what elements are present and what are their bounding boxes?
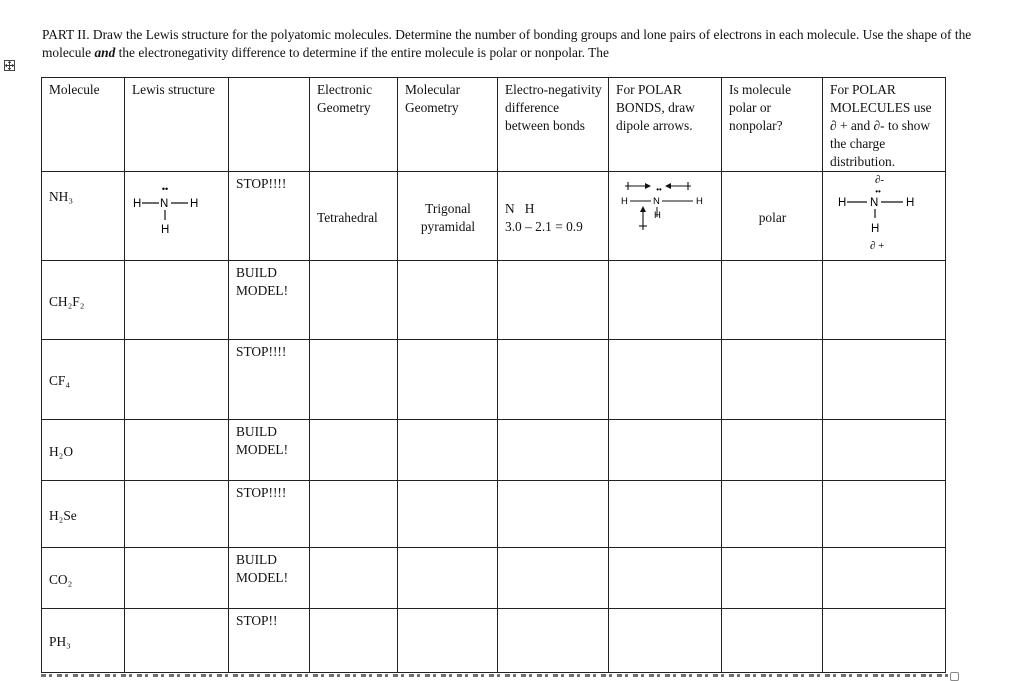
electronic-geometry-cell[interactable]: [310, 261, 398, 340]
header-molecular-geometry: Molecular Geometry: [398, 78, 498, 172]
table-row: [42, 481, 946, 548]
polarity-cell[interactable]: [722, 340, 823, 420]
lewis-cell[interactable]: [125, 340, 229, 420]
charge-distribution-cell[interactable]: [823, 172, 946, 261]
en-calculation: 3.0 – 2.1 = 0.9: [505, 218, 583, 234]
table-row: [42, 548, 946, 609]
atom-h-right: H: [190, 198, 199, 210]
header-row: [42, 78, 946, 172]
dipole-arrows-cell[interactable]: [609, 481, 722, 548]
molecular-geometry-cell[interactable]: [398, 340, 498, 420]
charge-distribution-cell[interactable]: [823, 340, 946, 420]
note-cell: BUILD MODEL!: [229, 261, 310, 340]
charge-distribution-cell[interactable]: [823, 261, 946, 340]
note-cell: STOP!!!!: [229, 340, 310, 420]
table-row: [42, 609, 946, 673]
electronic-geometry-cell[interactable]: [310, 548, 398, 609]
molecule-cell: CO₂: [42, 548, 125, 609]
part-label: PART II.: [42, 27, 90, 42]
molecule-cell: H₂O: [42, 420, 125, 481]
note-cell: STOP!!!!: [229, 481, 310, 548]
svg-text:H: H: [906, 197, 915, 209]
lewis-cell[interactable]: [125, 481, 229, 548]
electronic-geometry-cell[interactable]: [310, 481, 398, 548]
polarity-cell: polar: [722, 172, 823, 261]
molecular-geometry-cell: Trigonal pyramidal: [398, 172, 498, 261]
electronegativity-cell[interactable]: [498, 609, 609, 673]
svg-text:H: H: [838, 197, 847, 209]
dipole-arrows-cell[interactable]: [609, 548, 722, 609]
table-row: [42, 172, 946, 261]
svg-text:H: H: [621, 196, 628, 207]
instructions-emphasis: and: [94, 45, 116, 60]
lewis-cell[interactable]: [125, 548, 229, 609]
header-molecule: Molecule: [42, 78, 125, 172]
dipole-arrow-diagram: [609, 172, 721, 256]
lewis-cell[interactable]: [125, 609, 229, 673]
electronic-geometry-cell[interactable]: [310, 609, 398, 673]
atom-h-left: H: [133, 198, 142, 210]
table-move-handle-icon[interactable]: [4, 60, 15, 71]
header-lewis-structure: Lewis structure: [125, 78, 229, 172]
cut-off-footer-text: [41, 670, 951, 678]
table-resize-handle[interactable]: [950, 672, 959, 681]
svg-text:H: H: [871, 223, 880, 235]
atom-n: N: [160, 198, 169, 210]
molecule-cell: H₂Se: [42, 481, 125, 548]
molecule-cell: CH₂F₂: [42, 261, 125, 340]
delta-plus-label: ∂ +: [870, 240, 885, 252]
dipole-arrows-cell[interactable]: [609, 340, 722, 420]
electronegativity-cell[interactable]: [498, 261, 609, 340]
table-row: [42, 261, 946, 340]
header-blank: [229, 78, 310, 172]
charge-distribution-cell[interactable]: [823, 481, 946, 548]
polarity-cell[interactable]: [722, 481, 823, 548]
note-cell: STOP!!: [229, 609, 310, 673]
electronic-geometry-cell[interactable]: [310, 420, 398, 481]
electronegativity-cell[interactable]: [498, 548, 609, 609]
molecule-cell: PH₃: [42, 609, 125, 673]
note-cell: BUILD MODEL!: [229, 420, 310, 481]
electronegativity-cell[interactable]: [498, 340, 609, 420]
delta-minus-label: ∂-: [875, 174, 885, 186]
en-atoms: N H: [505, 200, 535, 216]
polarity-cell[interactable]: [722, 420, 823, 481]
charge-distribution-cell[interactable]: [823, 420, 946, 481]
header-is-polar: Is molecule polar or nonpolar?: [722, 78, 823, 172]
worksheet-table: [41, 77, 946, 673]
polarity-cell[interactable]: [722, 261, 823, 340]
instructions-text-b: the electronegativity difference to determine if the entire molecule is polar or nonpolar. The: [115, 45, 609, 60]
molecular-geometry-cell[interactable]: [398, 420, 498, 481]
molecule-cell: NH₃: [42, 172, 125, 261]
dipole-arrows-cell[interactable]: [609, 261, 722, 340]
charge-distribution-diagram: [823, 172, 945, 256]
svg-text:••: ••: [656, 185, 662, 194]
dipole-arrows-cell[interactable]: [609, 172, 722, 261]
svg-text:N: N: [653, 196, 660, 207]
lewis-cell[interactable]: [125, 172, 229, 261]
header-electronic-geometry: Electronic Geometry: [310, 78, 398, 172]
molecule-cell: CF₄: [42, 340, 125, 420]
svg-text:H: H: [696, 196, 703, 207]
dipole-arrows-cell[interactable]: [609, 609, 722, 673]
polarity-cell[interactable]: [722, 548, 823, 609]
svg-text:H: H: [654, 210, 661, 221]
charge-distribution-cell[interactable]: [823, 609, 946, 673]
instructions-text-a: Draw the Lewis structure for the polyatomic molecules. Determine the number of bonding groups and lone pairs of electrons in each molecule. Use the shape of the molecule: [42, 27, 972, 60]
atom-h-bottom: H: [161, 224, 170, 236]
table-row: [42, 420, 946, 481]
header-polar-molecules: For POLAR MOLECULES use ∂ + and ∂- to show the charge distribution.: [823, 78, 946, 172]
svg-text:N: N: [870, 197, 879, 209]
electronegativity-cell: [498, 172, 609, 261]
note-cell: BUILD MODEL!: [229, 548, 310, 609]
electronic-geometry-cell: Tetrahedral: [310, 172, 398, 261]
electronegativity-cell[interactable]: [498, 420, 609, 481]
electronic-geometry-cell[interactable]: [310, 340, 398, 420]
molecular-geometry-cell[interactable]: [398, 481, 498, 548]
header-electronegativity: Electro-negativity difference between bonds: [498, 78, 609, 172]
svg-text:••: ••: [875, 187, 881, 196]
nh3-lewis-structure: [125, 172, 215, 256]
table-row: [42, 340, 946, 420]
charge-distribution-cell[interactable]: [823, 548, 946, 609]
lewis-cell[interactable]: [125, 261, 229, 340]
dipole-arrows-cell[interactable]: [609, 420, 722, 481]
molecular-geometry-cell[interactable]: [398, 261, 498, 340]
polarity-cell[interactable]: [722, 609, 823, 673]
lewis-cell[interactable]: [125, 420, 229, 481]
molecular-geometry-cell[interactable]: [398, 548, 498, 609]
lone-pair: ••: [161, 184, 169, 194]
header-polar-bonds: For POLAR BONDS, draw dipole arrows.: [609, 78, 722, 172]
molecular-geometry-cell[interactable]: [398, 609, 498, 673]
note-cell: STOP!!!!: [229, 172, 310, 261]
instructions-paragraph: [42, 26, 982, 62]
electronegativity-cell[interactable]: [498, 481, 609, 548]
